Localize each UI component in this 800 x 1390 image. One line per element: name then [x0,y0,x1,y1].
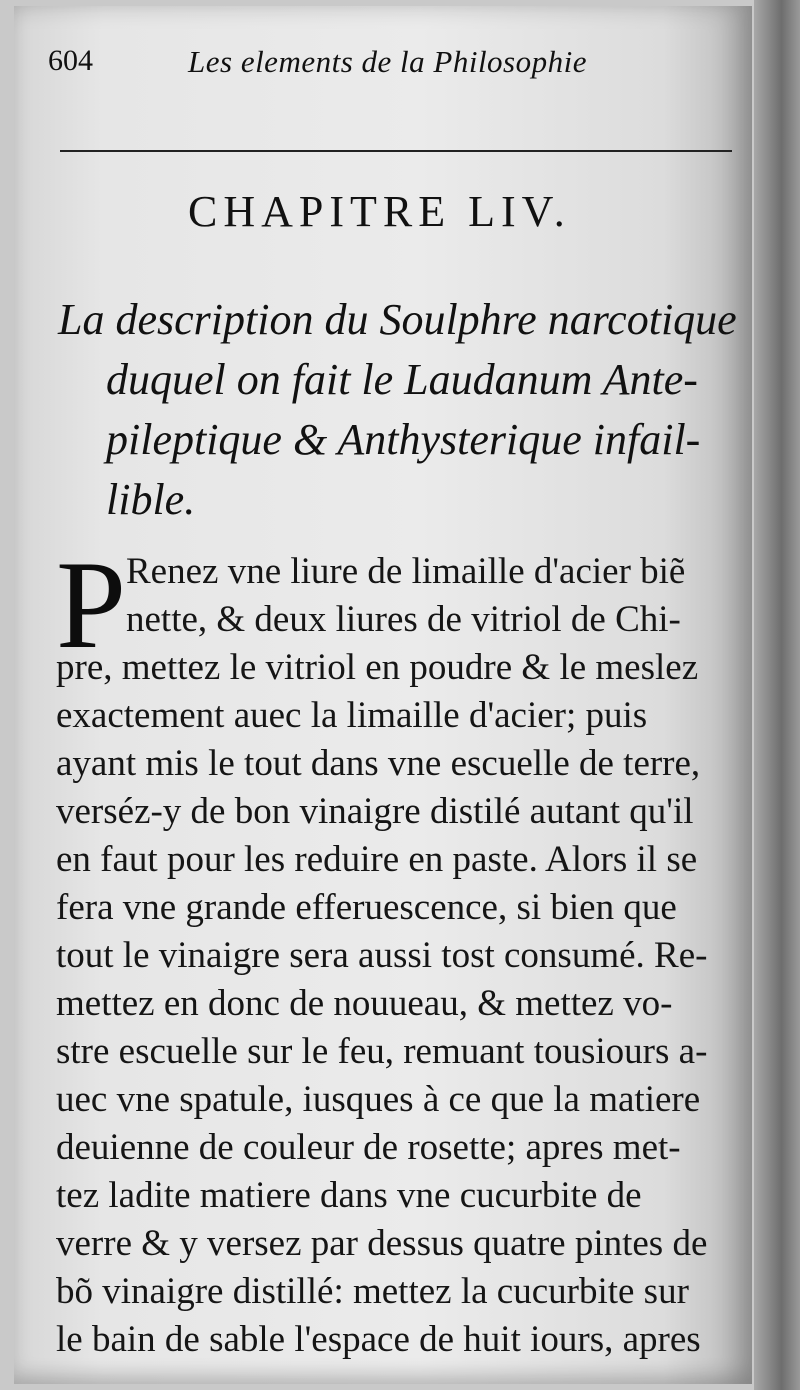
subtitle-line: pileptique & Anthysterique infail- [106,415,701,464]
body-line: verséz-y de bon vinaigre distilé autant qu'il [56,791,694,832]
body-line: tez ladite matiere dans vne cucurbite de [56,1175,642,1216]
body-line: stre escuelle sur le feu, remuant tousiours a- [56,1031,708,1072]
page-number: 604 [48,44,93,77]
header-rule [60,150,732,152]
body-line: verre & y versez par dessus quatre pintes de [56,1223,708,1264]
subtitle-line: lible. [106,475,196,524]
drop-cap: P [56,536,127,675]
body-line: deuienne de couleur de rosette; apres met- [56,1127,681,1168]
body-line: exactement auec la limaille d'acier; puis [56,695,648,736]
body-line: nette, & deux liures de vitriol de Chi- [126,599,681,640]
body-line: uec vne spatule, iusques à ce que la matiere [56,1079,701,1120]
body-line: fera vne grande efferuescence, si bien que [56,887,677,928]
body-line: Renez vne liure de limaille d'acier biẽ [126,551,686,592]
body-line: le bain de sable l'espace de huit iours, apres [56,1319,701,1360]
body-line: tout le vinaigre sera aussi tost consumé. Re- [56,935,708,976]
body-line: pre, mettez le vitriol en poudre & le meslez [56,647,699,688]
page-header [48,38,708,88]
subtitle-line: duquel on fait le Laudanum Ante- [106,355,698,404]
body-line: ayant mis le tout dans vne escuelle de terre, [56,743,701,784]
chapter-title: CHAPITRE LIV. [188,187,571,236]
chapter-subtitle [58,290,748,530]
body-line: bõ vinaigre distillé: mettez la cucurbite sur [56,1271,689,1312]
body-line: en faut pour les reduire en paste. Alors il se [56,839,698,880]
subtitle-line: La description du Soulphre narcotique [58,295,737,344]
book-gutter-edge [754,0,800,1390]
running-head: Les elements de la Philosophie [188,44,587,79]
body-line: mettez en donc de nouueau, & mettez vo- [56,983,673,1024]
